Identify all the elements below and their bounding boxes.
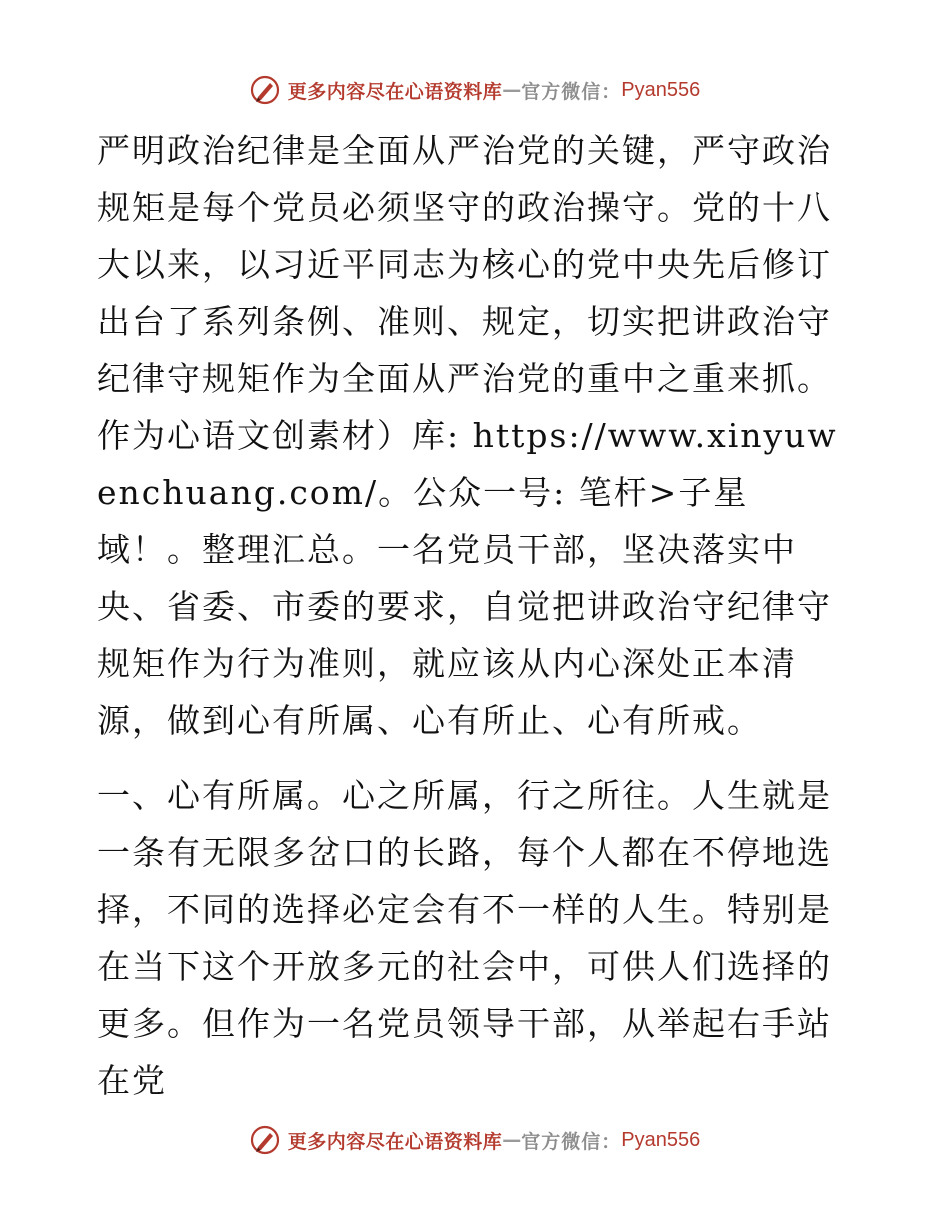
pen-logo-icon: [250, 75, 280, 105]
banner-separator: —: [502, 79, 522, 101]
document-body: [97, 122, 847, 1109]
banner-brand-text: 更多内容尽在心语资料库: [287, 1130, 503, 1153]
banner-wechat-label: 官方微信：: [521, 80, 622, 103]
banner-wechat-id: Pyan556: [621, 78, 701, 101]
footer-banner: [0, 1120, 950, 1160]
pen-logo-icon: [250, 1125, 280, 1155]
banner-separator: —: [502, 1129, 522, 1151]
body-paragraph-2: 一、心有所属。心之所属，行之所往。人生就是一条有无限多岔口的长路，每个人都在不停地选择，不同的选择必定会有不一样的人生。特别是在当下这个开放多元的社会中，可供人们选择的更多。但作为一名党员领导干部，从举起右手站在党: [97, 776, 832, 1100]
banner-wechat-id: Pyan556: [621, 1128, 701, 1151]
banner-wechat-label: 官方微信：: [521, 1130, 622, 1153]
header-banner: [0, 70, 950, 110]
banner-brand-text: 更多内容尽在心语资料库: [287, 80, 503, 103]
body-paragraph-1: 严明政治纪律是全面从严治党的关键，严守政治规矩是每个党员必须坚守的政治操守。党的十八大以来，以习近平同志为核心的党中央先后修订出台了系列条例、准则、规定，切实把讲政治守纪律守规矩作为全面从严治党的重中之重来抓。作为心语文创素材）库: https://www.xinyuwenchuang.com/。公众一号: 笔杆>子星域！。整理汇总。一名党员干部，坚决落实中央、省委、市委的要求，自觉把讲政治守纪律守规矩作为行为准则，就应该从内心深处正本清源，做到心有所属、心有所止、心有所戒。: [97, 131, 838, 740]
